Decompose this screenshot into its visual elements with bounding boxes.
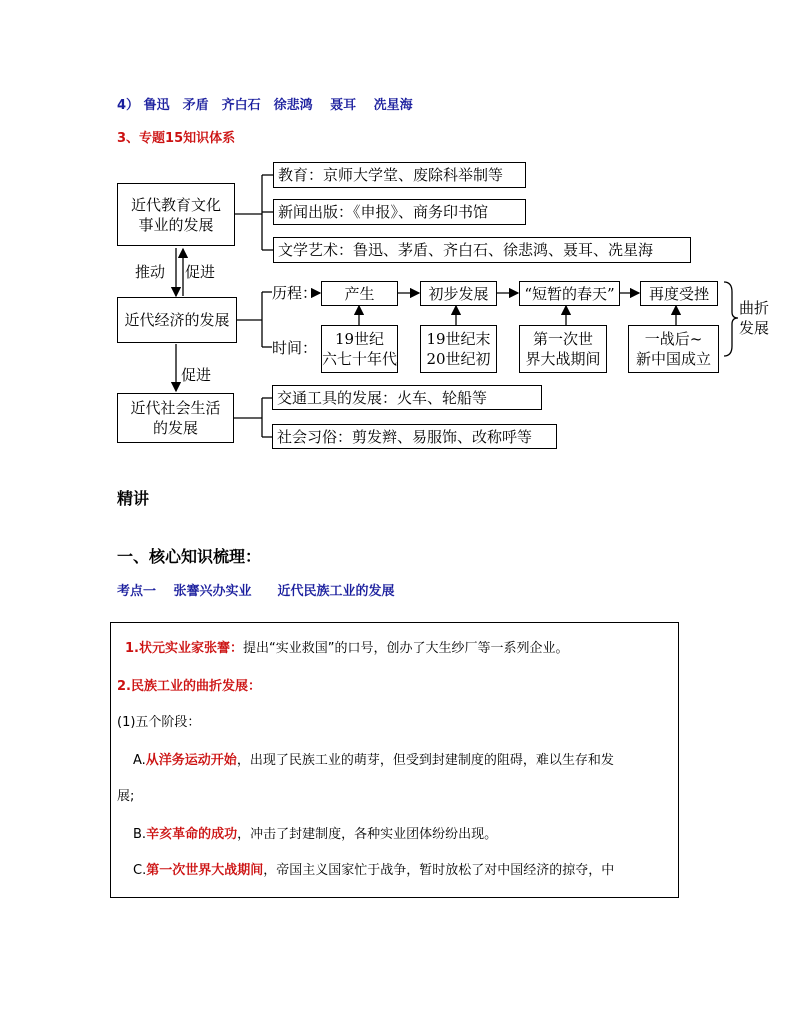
time-late19-early20: 19世纪末 20世纪初 (420, 325, 497, 373)
para-a-text: ，出现了民族工业的萌芽，但受到封建制度的阻碍，难以生存和发 (236, 753, 614, 768)
para-five-stages: (1)五个阶段： (117, 715, 201, 730)
edu-culture-box: 近代教育文化 事业的发展 (117, 183, 235, 246)
edu-item-press: 新闻出版：《申报》、商务印书馆 (273, 199, 526, 225)
winding-label: 曲折 发展 (739, 299, 770, 337)
para-b-text: ，冲击了封建制度，各种实业团体纷纷出现。 (237, 827, 498, 842)
social-life-box: 近代社会生活 的发展 (117, 393, 234, 443)
stage-emergence: 产生 (321, 281, 398, 306)
stage-brief-spring: “短暂的春天” (519, 281, 620, 306)
time-postwar: 一战后~ 新中国成立 (628, 325, 719, 373)
time-label: 时间： (272, 339, 318, 357)
economy-box: 近代经济的发展 (117, 297, 237, 343)
topic-title: 3、专题15知识体系 (117, 131, 236, 146)
stage-setback: 再度受挫 (640, 281, 718, 306)
para-zhangjian-title: 1.状元实业家张謇： (125, 641, 243, 656)
para-zhangjian-text: 提出“实业救国”的口号，创办了大生纱厂等一系列企业。 (242, 641, 569, 656)
para-b-highlight: 辛亥革命的成功 (146, 827, 238, 842)
para-b (133, 825, 497, 845)
para-c-text: ，帝国主义国家忙于战争，暂时放松了对中国经济的掠夺，中 (263, 863, 615, 878)
edu-item-education: 教育：京师大学堂、废除科举制等 (273, 162, 526, 188)
jingjiang-heading: 精讲 (117, 489, 150, 508)
para-zhangjian (125, 639, 568, 659)
para-b-prefix: B. (133, 827, 147, 842)
para-a-prefix: A. (133, 753, 146, 768)
para-a-continued: 展; (117, 789, 135, 804)
social-item-customs: 社会习俗：剪发辫、易服饰、改称呼等 (272, 424, 557, 449)
para-winding-title: 2.民族工业的曲折发展： (117, 679, 261, 694)
time-1860s-70s: 19世纪 六七十年代 (321, 325, 398, 373)
brace (724, 282, 738, 356)
para-c-highlight: 第一次世界大战期间 (146, 863, 264, 878)
stage-initial-development: 初步发展 (420, 281, 497, 306)
edu-item-arts: 文学艺术：鲁迅、茅盾、齐白石、徐悲鸿、聂耳、冼星海 (273, 237, 691, 263)
social-item-transport: 交通工具的发展：火车、轮船等 (272, 385, 542, 410)
promote-label-down: 促进 (181, 366, 212, 384)
para-a-highlight: 从洋务运动开始 (145, 753, 237, 768)
push-label: 推动 (135, 263, 166, 281)
para-a (133, 751, 614, 771)
content-box (110, 622, 679, 898)
time-wwi: 第一次世 界大战期间 (519, 325, 607, 373)
para-c (133, 861, 614, 881)
kaodian-line: 考点一 张謇兴办实业 近代民族工业的发展 (117, 584, 395, 599)
para-c-prefix: C. (133, 863, 147, 878)
history-label: 历程： (272, 284, 318, 302)
promote-label-up: 促进 (185, 263, 216, 281)
core-knowledge-heading: 一、核心知识梳理： (117, 547, 262, 566)
item-4-line: 4） 鲁迅 矛盾 齐白石 徐悲鸿 聂耳 冼星海 (117, 98, 413, 113)
